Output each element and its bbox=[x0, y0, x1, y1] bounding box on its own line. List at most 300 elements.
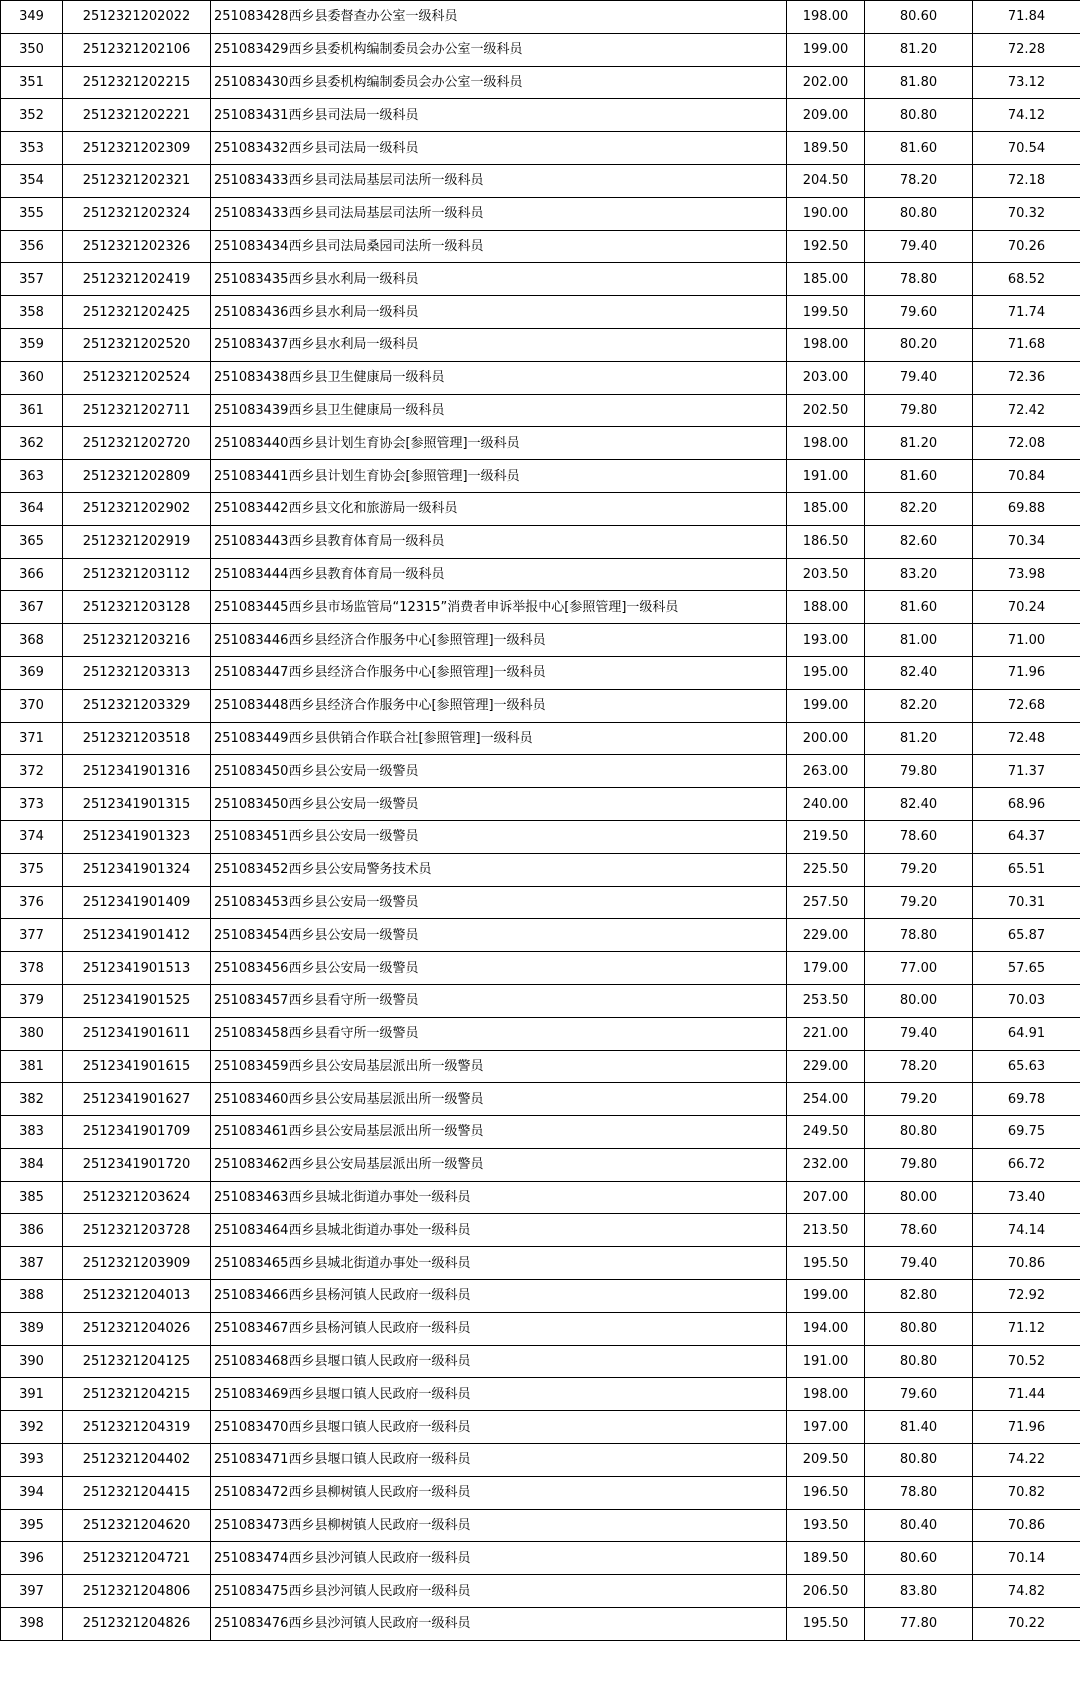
total-score-cell: 64.91 bbox=[973, 1017, 1080, 1050]
seq-number-cell: 377 bbox=[1, 919, 63, 952]
seq-number-cell: 353 bbox=[1, 132, 63, 165]
position-cell: 251083465西乡县城北街道办事处一级科员 bbox=[211, 1247, 787, 1280]
total-score-cell: 73.12 bbox=[973, 66, 1080, 99]
written-score-cell: 189.50 bbox=[787, 132, 865, 165]
position-cell: 251083460西乡县公安局基层派出所一级警员 bbox=[211, 1083, 787, 1116]
interview-score-cell: 79.60 bbox=[865, 1378, 973, 1411]
interview-score-cell: 82.80 bbox=[865, 1280, 973, 1313]
table-row bbox=[1, 164, 1080, 197]
written-score-cell: 191.00 bbox=[787, 460, 865, 493]
total-score-cell: 70.84 bbox=[973, 460, 1080, 493]
seq-number-cell: 382 bbox=[1, 1083, 63, 1116]
table-row bbox=[1, 1280, 1080, 1313]
position-cell: 251083429西乡县委机构编制委员会办公室一级科员 bbox=[211, 33, 787, 66]
total-score-cell: 70.24 bbox=[973, 591, 1080, 624]
ticket-number-cell: 2512321202326 bbox=[63, 230, 211, 263]
written-score-cell: 194.00 bbox=[787, 1312, 865, 1345]
position-cell: 251083472西乡县柳树镇人民政府一级科员 bbox=[211, 1476, 787, 1509]
interview-score-cell: 80.40 bbox=[865, 1509, 973, 1542]
total-score-cell: 74.14 bbox=[973, 1214, 1080, 1247]
ticket-number-cell: 2512341901627 bbox=[63, 1083, 211, 1116]
position-cell: 251083438西乡县卫生健康局一级科员 bbox=[211, 361, 787, 394]
seq-number-cell: 387 bbox=[1, 1247, 63, 1280]
seq-number-cell: 384 bbox=[1, 1148, 63, 1181]
table-row bbox=[1, 361, 1080, 394]
seq-number-cell: 389 bbox=[1, 1312, 63, 1345]
written-score-cell: 249.50 bbox=[787, 1116, 865, 1149]
table-row bbox=[1, 1247, 1080, 1280]
ticket-number-cell: 2512321203216 bbox=[63, 624, 211, 657]
position-cell: 251083468西乡县堰口镇人民政府一级科员 bbox=[211, 1345, 787, 1378]
seq-number-cell: 369 bbox=[1, 656, 63, 689]
written-score-cell: 209.50 bbox=[787, 1444, 865, 1477]
interview-score-cell: 79.20 bbox=[865, 853, 973, 886]
ticket-number-cell: 2512321202720 bbox=[63, 427, 211, 460]
seq-number-cell: 349 bbox=[1, 1, 63, 34]
written-score-cell: 232.00 bbox=[787, 1148, 865, 1181]
total-score-cell: 69.88 bbox=[973, 492, 1080, 525]
seq-number-cell: 363 bbox=[1, 460, 63, 493]
seq-number-cell: 381 bbox=[1, 1050, 63, 1083]
total-score-cell: 70.86 bbox=[973, 1247, 1080, 1280]
written-score-cell: 191.00 bbox=[787, 1345, 865, 1378]
written-score-cell: 198.00 bbox=[787, 328, 865, 361]
position-cell: 251083443西乡县教育体育局一级科员 bbox=[211, 525, 787, 558]
ticket-number-cell: 2512321204026 bbox=[63, 1312, 211, 1345]
table-row bbox=[1, 820, 1080, 853]
written-score-cell: 203.50 bbox=[787, 558, 865, 591]
table-row bbox=[1, 1214, 1080, 1247]
ticket-number-cell: 2512321202809 bbox=[63, 460, 211, 493]
position-cell: 251083461西乡县公安局基层派出所一级警员 bbox=[211, 1116, 787, 1149]
seq-number-cell: 395 bbox=[1, 1509, 63, 1542]
interview-score-cell: 82.40 bbox=[865, 656, 973, 689]
position-cell: 251083431西乡县司法局一级科员 bbox=[211, 99, 787, 132]
seq-number-cell: 388 bbox=[1, 1280, 63, 1313]
total-score-cell: 70.26 bbox=[973, 230, 1080, 263]
written-score-cell: 229.00 bbox=[787, 1050, 865, 1083]
ticket-number-cell: 2512321204125 bbox=[63, 1345, 211, 1378]
ticket-number-cell: 2512321203728 bbox=[63, 1214, 211, 1247]
written-score-cell: 263.00 bbox=[787, 755, 865, 788]
seq-number-cell: 358 bbox=[1, 296, 63, 329]
table-row bbox=[1, 1116, 1080, 1149]
written-score-cell: 195.50 bbox=[787, 1247, 865, 1280]
seq-number-cell: 351 bbox=[1, 66, 63, 99]
position-cell: 251083467西乡县杨河镇人民政府一级科员 bbox=[211, 1312, 787, 1345]
ticket-number-cell: 2512341901409 bbox=[63, 886, 211, 919]
total-score-cell: 72.28 bbox=[973, 33, 1080, 66]
table-row bbox=[1, 525, 1080, 558]
table-row bbox=[1, 656, 1080, 689]
seq-number-cell: 392 bbox=[1, 1411, 63, 1444]
position-cell: 251083451西乡县公安局一级警员 bbox=[211, 820, 787, 853]
ticket-number-cell: 2512321203112 bbox=[63, 558, 211, 591]
ticket-number-cell: 2512321202524 bbox=[63, 361, 211, 394]
ticket-number-cell: 2512321203313 bbox=[63, 656, 211, 689]
total-score-cell: 71.44 bbox=[973, 1378, 1080, 1411]
seq-number-cell: 378 bbox=[1, 952, 63, 985]
interview-score-cell: 79.40 bbox=[865, 1247, 973, 1280]
table-row bbox=[1, 492, 1080, 525]
total-score-cell: 70.32 bbox=[973, 197, 1080, 230]
interview-score-cell: 77.00 bbox=[865, 952, 973, 985]
interview-score-cell: 80.80 bbox=[865, 99, 973, 132]
ticket-number-cell: 2512341901525 bbox=[63, 984, 211, 1017]
seq-number-cell: 379 bbox=[1, 984, 63, 1017]
written-score-cell: 197.00 bbox=[787, 1411, 865, 1444]
ticket-number-cell: 2512341901315 bbox=[63, 788, 211, 821]
interview-score-cell: 80.80 bbox=[865, 1312, 973, 1345]
table-row bbox=[1, 1, 1080, 34]
written-score-cell: 213.50 bbox=[787, 1214, 865, 1247]
written-score-cell: 189.50 bbox=[787, 1542, 865, 1575]
table-row bbox=[1, 1148, 1080, 1181]
ticket-number-cell: 2512321203518 bbox=[63, 722, 211, 755]
interview-score-cell: 81.20 bbox=[865, 33, 973, 66]
interview-score-cell: 80.60 bbox=[865, 1542, 973, 1575]
position-cell: 251083475西乡县沙河镇人民政府一级科员 bbox=[211, 1575, 787, 1608]
ticket-number-cell: 2512321202221 bbox=[63, 99, 211, 132]
table-row bbox=[1, 230, 1080, 263]
table-row bbox=[1, 1312, 1080, 1345]
total-score-cell: 70.22 bbox=[973, 1608, 1080, 1641]
seq-number-cell: 396 bbox=[1, 1542, 63, 1575]
ticket-number-cell: 2512321204620 bbox=[63, 1509, 211, 1542]
written-score-cell: 185.00 bbox=[787, 492, 865, 525]
written-score-cell: 195.00 bbox=[787, 656, 865, 689]
total-score-cell: 57.65 bbox=[973, 952, 1080, 985]
total-score-cell: 71.00 bbox=[973, 624, 1080, 657]
ticket-number-cell: 2512341901615 bbox=[63, 1050, 211, 1083]
total-score-cell: 74.12 bbox=[973, 99, 1080, 132]
seq-number-cell: 364 bbox=[1, 492, 63, 525]
table-row bbox=[1, 296, 1080, 329]
table-row bbox=[1, 99, 1080, 132]
position-cell: 251083436西乡县水利局一级科员 bbox=[211, 296, 787, 329]
total-score-cell: 70.82 bbox=[973, 1476, 1080, 1509]
interview-score-cell: 81.80 bbox=[865, 66, 973, 99]
position-cell: 251083456西乡县公安局一级警员 bbox=[211, 952, 787, 985]
total-score-cell: 71.68 bbox=[973, 328, 1080, 361]
interview-score-cell: 78.80 bbox=[865, 263, 973, 296]
table-row bbox=[1, 33, 1080, 66]
seq-number-cell: 372 bbox=[1, 755, 63, 788]
ticket-number-cell: 2512321202321 bbox=[63, 164, 211, 197]
table-row bbox=[1, 558, 1080, 591]
interview-score-cell: 81.00 bbox=[865, 624, 973, 657]
position-cell: 251083428西乡县委督查办公室一级科员 bbox=[211, 1, 787, 34]
interview-score-cell: 80.80 bbox=[865, 1444, 973, 1477]
interview-score-cell: 79.40 bbox=[865, 230, 973, 263]
ticket-number-cell: 2512341901720 bbox=[63, 1148, 211, 1181]
total-score-cell: 70.03 bbox=[973, 984, 1080, 1017]
written-score-cell: 198.00 bbox=[787, 1378, 865, 1411]
seq-number-cell: 352 bbox=[1, 99, 63, 132]
seq-number-cell: 385 bbox=[1, 1181, 63, 1214]
total-score-cell: 68.96 bbox=[973, 788, 1080, 821]
ticket-number-cell: 2512321203624 bbox=[63, 1181, 211, 1214]
written-score-cell: 204.50 bbox=[787, 164, 865, 197]
ticket-number-cell: 2512321204826 bbox=[63, 1608, 211, 1641]
ticket-number-cell: 2512321203909 bbox=[63, 1247, 211, 1280]
ticket-number-cell: 2512341901513 bbox=[63, 952, 211, 985]
table-row bbox=[1, 984, 1080, 1017]
total-score-cell: 74.82 bbox=[973, 1575, 1080, 1608]
ticket-number-cell: 2512321204415 bbox=[63, 1476, 211, 1509]
table-row bbox=[1, 1608, 1080, 1641]
table-row bbox=[1, 886, 1080, 919]
seq-number-cell: 362 bbox=[1, 427, 63, 460]
ticket-number-cell: 2512321202711 bbox=[63, 394, 211, 427]
interview-score-cell: 83.80 bbox=[865, 1575, 973, 1608]
table-row bbox=[1, 1411, 1080, 1444]
seq-number-cell: 398 bbox=[1, 1608, 63, 1641]
seq-number-cell: 397 bbox=[1, 1575, 63, 1608]
position-cell: 251083452西乡县公安局警务技术员 bbox=[211, 853, 787, 886]
ticket-number-cell: 2512321203329 bbox=[63, 689, 211, 722]
position-cell: 251083457西乡县看守所一级警员 bbox=[211, 984, 787, 1017]
table-row bbox=[1, 197, 1080, 230]
position-cell: 251083454西乡县公安局一级警员 bbox=[211, 919, 787, 952]
table-row bbox=[1, 1542, 1080, 1575]
total-score-cell: 70.14 bbox=[973, 1542, 1080, 1575]
interview-score-cell: 78.60 bbox=[865, 820, 973, 853]
interview-score-cell: 78.60 bbox=[865, 1214, 973, 1247]
ticket-number-cell: 2512321204721 bbox=[63, 1542, 211, 1575]
interview-score-cell: 79.40 bbox=[865, 361, 973, 394]
interview-score-cell: 82.40 bbox=[865, 788, 973, 821]
interview-score-cell: 77.80 bbox=[865, 1608, 973, 1641]
written-score-cell: 200.00 bbox=[787, 722, 865, 755]
total-score-cell: 72.08 bbox=[973, 427, 1080, 460]
interview-score-cell: 82.20 bbox=[865, 492, 973, 525]
interview-score-cell: 79.20 bbox=[865, 1083, 973, 1116]
written-score-cell: 221.00 bbox=[787, 1017, 865, 1050]
seq-number-cell: 393 bbox=[1, 1444, 63, 1477]
total-score-cell: 69.75 bbox=[973, 1116, 1080, 1149]
table-row bbox=[1, 1444, 1080, 1477]
interview-score-cell: 80.00 bbox=[865, 984, 973, 1017]
interview-score-cell: 78.80 bbox=[865, 1476, 973, 1509]
total-score-cell: 70.86 bbox=[973, 1509, 1080, 1542]
total-score-cell: 70.52 bbox=[973, 1345, 1080, 1378]
interview-score-cell: 78.80 bbox=[865, 919, 973, 952]
position-cell: 251083448西乡县经济合作服务中心[参照管理]一级科员 bbox=[211, 689, 787, 722]
written-score-cell: 202.00 bbox=[787, 66, 865, 99]
ticket-number-cell: 2512321202106 bbox=[63, 33, 211, 66]
table-row bbox=[1, 788, 1080, 821]
position-cell: 251083450西乡县公安局一级警员 bbox=[211, 755, 787, 788]
interview-score-cell: 82.20 bbox=[865, 689, 973, 722]
written-score-cell: 207.00 bbox=[787, 1181, 865, 1214]
position-cell: 251083469西乡县堰口镇人民政府一级科员 bbox=[211, 1378, 787, 1411]
position-cell: 251083430西乡县委机构编制委员会办公室一级科员 bbox=[211, 66, 787, 99]
position-cell: 251083447西乡县经济合作服务中心[参照管理]一级科员 bbox=[211, 656, 787, 689]
position-cell: 251083473西乡县柳树镇人民政府一级科员 bbox=[211, 1509, 787, 1542]
interview-score-cell: 80.80 bbox=[865, 197, 973, 230]
seq-number-cell: 370 bbox=[1, 689, 63, 722]
seq-number-cell: 354 bbox=[1, 164, 63, 197]
position-cell: 251083450西乡县公安局一级警员 bbox=[211, 788, 787, 821]
ticket-number-cell: 2512321202919 bbox=[63, 525, 211, 558]
total-score-cell: 71.74 bbox=[973, 296, 1080, 329]
written-score-cell: 186.50 bbox=[787, 525, 865, 558]
interview-score-cell: 80.80 bbox=[865, 1116, 973, 1149]
position-cell: 251083442西乡县文化和旅游局一级科员 bbox=[211, 492, 787, 525]
seq-number-cell: 366 bbox=[1, 558, 63, 591]
ticket-number-cell: 2512321202520 bbox=[63, 328, 211, 361]
position-cell: 251083433西乡县司法局基层司法所一级科员 bbox=[211, 164, 787, 197]
table-row bbox=[1, 132, 1080, 165]
interview-score-cell: 81.60 bbox=[865, 591, 973, 624]
seq-number-cell: 361 bbox=[1, 394, 63, 427]
interview-score-cell: 80.60 bbox=[865, 1, 973, 34]
ticket-number-cell: 2512341901324 bbox=[63, 853, 211, 886]
interview-score-cell: 82.60 bbox=[865, 525, 973, 558]
written-score-cell: 195.50 bbox=[787, 1608, 865, 1641]
seq-number-cell: 375 bbox=[1, 853, 63, 886]
position-cell: 251083445西乡县市场监管局“12315”消费者申诉举报中心[参照管理]一级科员 bbox=[211, 591, 787, 624]
table-row bbox=[1, 952, 1080, 985]
total-score-cell: 70.54 bbox=[973, 132, 1080, 165]
table-row bbox=[1, 1509, 1080, 1542]
written-score-cell: 196.50 bbox=[787, 1476, 865, 1509]
position-cell: 251083439西乡县卫生健康局一级科员 bbox=[211, 394, 787, 427]
seq-number-cell: 383 bbox=[1, 1116, 63, 1149]
seq-number-cell: 373 bbox=[1, 788, 63, 821]
position-cell: 251083463西乡县城北街道办事处一级科员 bbox=[211, 1181, 787, 1214]
seq-number-cell: 368 bbox=[1, 624, 63, 657]
table-row bbox=[1, 1050, 1080, 1083]
score-table-body bbox=[1, 1, 1080, 1641]
interview-score-cell: 81.20 bbox=[865, 427, 973, 460]
ticket-number-cell: 2512321204013 bbox=[63, 1280, 211, 1313]
table-row bbox=[1, 624, 1080, 657]
position-cell: 251083441西乡县计划生育协会[参照管理]一级科员 bbox=[211, 460, 787, 493]
table-row bbox=[1, 689, 1080, 722]
position-cell: 251083444西乡县教育体育局一级科员 bbox=[211, 558, 787, 591]
total-score-cell: 72.18 bbox=[973, 164, 1080, 197]
written-score-cell: 257.50 bbox=[787, 886, 865, 919]
written-score-cell: 209.00 bbox=[787, 99, 865, 132]
table-row bbox=[1, 591, 1080, 624]
seq-number-cell: 371 bbox=[1, 722, 63, 755]
written-score-cell: 190.00 bbox=[787, 197, 865, 230]
ticket-number-cell: 2512321204319 bbox=[63, 1411, 211, 1444]
seq-number-cell: 365 bbox=[1, 525, 63, 558]
position-cell: 251083466西乡县杨河镇人民政府一级科员 bbox=[211, 1280, 787, 1313]
position-cell: 251083459西乡县公安局基层派出所一级警员 bbox=[211, 1050, 787, 1083]
written-score-cell: 240.00 bbox=[787, 788, 865, 821]
written-score-cell: 203.00 bbox=[787, 361, 865, 394]
total-score-cell: 70.31 bbox=[973, 886, 1080, 919]
position-cell: 251083464西乡县城北街道办事处一级科员 bbox=[211, 1214, 787, 1247]
interview-score-cell: 81.60 bbox=[865, 460, 973, 493]
seq-number-cell: 394 bbox=[1, 1476, 63, 1509]
interview-score-cell: 79.80 bbox=[865, 394, 973, 427]
table-row bbox=[1, 427, 1080, 460]
total-score-cell: 65.63 bbox=[973, 1050, 1080, 1083]
position-cell: 251083449西乡县供销合作联合社[参照管理]一级科员 bbox=[211, 722, 787, 755]
ticket-number-cell: 2512321202324 bbox=[63, 197, 211, 230]
written-score-cell: 229.00 bbox=[787, 919, 865, 952]
table-row bbox=[1, 1017, 1080, 1050]
total-score-cell: 72.48 bbox=[973, 722, 1080, 755]
written-score-cell: 199.50 bbox=[787, 296, 865, 329]
interview-score-cell: 79.40 bbox=[865, 1017, 973, 1050]
total-score-cell: 64.37 bbox=[973, 820, 1080, 853]
ticket-number-cell: 2512321204215 bbox=[63, 1378, 211, 1411]
position-cell: 251083470西乡县堰口镇人民政府一级科员 bbox=[211, 1411, 787, 1444]
interview-score-cell: 81.20 bbox=[865, 722, 973, 755]
position-cell: 251083434西乡县司法局桑园司法所一级科员 bbox=[211, 230, 787, 263]
table-row bbox=[1, 263, 1080, 296]
ticket-number-cell: 2512341901709 bbox=[63, 1116, 211, 1149]
seq-number-cell: 360 bbox=[1, 361, 63, 394]
interview-score-cell: 79.20 bbox=[865, 886, 973, 919]
position-cell: 251083476西乡县沙河镇人民政府一级科员 bbox=[211, 1608, 787, 1641]
written-score-cell: 225.50 bbox=[787, 853, 865, 886]
written-score-cell: 202.50 bbox=[787, 394, 865, 427]
position-cell: 251083462西乡县公安局基层派出所一级警员 bbox=[211, 1148, 787, 1181]
ticket-number-cell: 2512321202022 bbox=[63, 1, 211, 34]
table-row bbox=[1, 722, 1080, 755]
position-cell: 251083433西乡县司法局基层司法所一级科员 bbox=[211, 197, 787, 230]
total-score-cell: 74.22 bbox=[973, 1444, 1080, 1477]
total-score-cell: 73.40 bbox=[973, 1181, 1080, 1214]
position-cell: 251083440西乡县计划生育协会[参照管理]一级科员 bbox=[211, 427, 787, 460]
seq-number-cell: 355 bbox=[1, 197, 63, 230]
total-score-cell: 68.52 bbox=[973, 263, 1080, 296]
ticket-number-cell: 2512341901412 bbox=[63, 919, 211, 952]
total-score-cell: 70.34 bbox=[973, 525, 1080, 558]
interview-score-cell: 81.60 bbox=[865, 132, 973, 165]
total-score-cell: 71.96 bbox=[973, 656, 1080, 689]
interview-score-cell: 80.20 bbox=[865, 328, 973, 361]
interview-score-cell: 79.60 bbox=[865, 296, 973, 329]
table-row bbox=[1, 328, 1080, 361]
ticket-number-cell: 2512321204806 bbox=[63, 1575, 211, 1608]
total-score-cell: 66.72 bbox=[973, 1148, 1080, 1181]
written-score-cell: 206.50 bbox=[787, 1575, 865, 1608]
table-row bbox=[1, 853, 1080, 886]
ticket-number-cell: 2512321202309 bbox=[63, 132, 211, 165]
written-score-cell: 185.00 bbox=[787, 263, 865, 296]
ticket-number-cell: 2512321202425 bbox=[63, 296, 211, 329]
seq-number-cell: 367 bbox=[1, 591, 63, 624]
interview-score-cell: 78.20 bbox=[865, 1050, 973, 1083]
position-cell: 251083432西乡县司法局一级科员 bbox=[211, 132, 787, 165]
position-cell: 251083471西乡县堰口镇人民政府一级科员 bbox=[211, 1444, 787, 1477]
written-score-cell: 254.00 bbox=[787, 1083, 865, 1116]
total-score-cell: 71.84 bbox=[973, 1, 1080, 34]
table-row bbox=[1, 66, 1080, 99]
total-score-cell: 72.68 bbox=[973, 689, 1080, 722]
ticket-number-cell: 2512321202419 bbox=[63, 263, 211, 296]
seq-number-cell: 391 bbox=[1, 1378, 63, 1411]
position-cell: 251083435西乡县水利局一级科员 bbox=[211, 263, 787, 296]
table-row bbox=[1, 1345, 1080, 1378]
written-score-cell: 193.00 bbox=[787, 624, 865, 657]
total-score-cell: 65.51 bbox=[973, 853, 1080, 886]
table-row bbox=[1, 755, 1080, 788]
interview-score-cell: 80.80 bbox=[865, 1345, 973, 1378]
total-score-cell: 72.42 bbox=[973, 394, 1080, 427]
interview-score-cell: 79.80 bbox=[865, 755, 973, 788]
seq-number-cell: 350 bbox=[1, 33, 63, 66]
position-cell: 251083446西乡县经济合作服务中心[参照管理]一级科员 bbox=[211, 624, 787, 657]
